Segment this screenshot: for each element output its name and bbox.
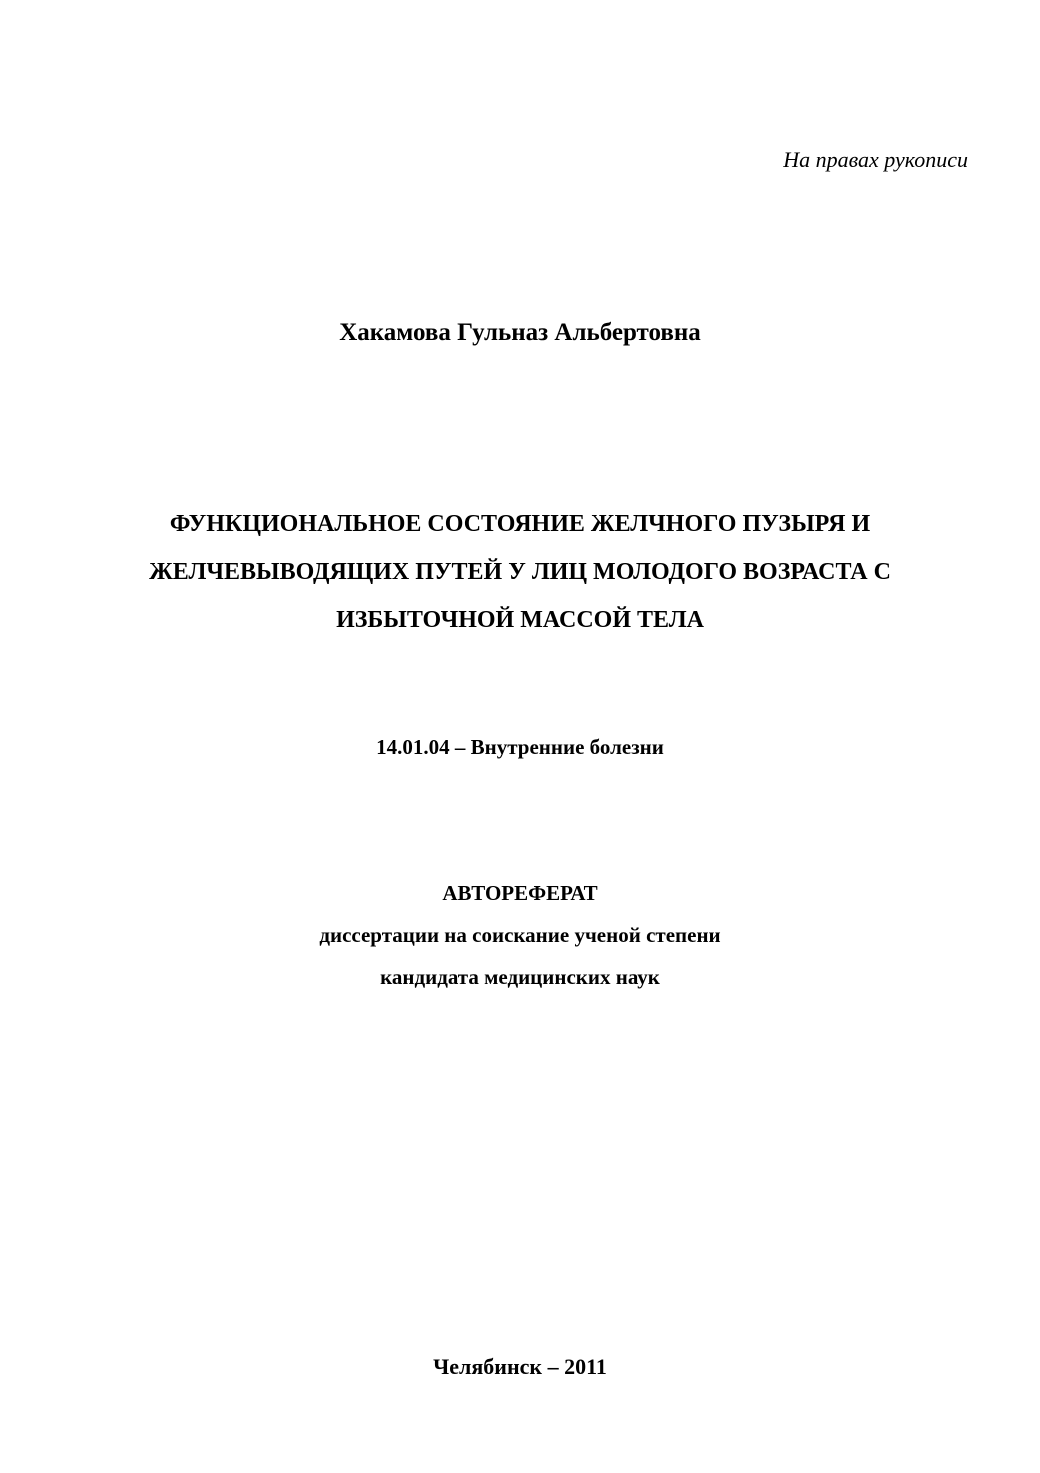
dissertation-title	[40, 500, 1000, 644]
abstract-line-2: кандидата медицинских наук	[380, 965, 660, 989]
title-line-1: ФУНКЦИОНАЛЬНОЕ СОСТОЯНИЕ ЖЕЛЧНОГО ПУЗЫРЯ И	[169, 511, 871, 537]
abstract-heading: АВТОРЕФЕРАТ	[442, 881, 598, 905]
place-and-year: Челябинск – 2011	[433, 1354, 607, 1379]
title-line-3: ИЗБЫТОЧНОЙ МАССОЙ ТЕЛА	[336, 607, 704, 633]
specialty-code: 14.01.04 – Внутренние болезни	[376, 735, 664, 759]
abstract-line-1: диссертации на соискание ученой степени	[319, 923, 721, 947]
title-line-2: ЖЕЛЧЕВЫВОДЯЩИХ ПУТЕЙ У ЛИЦ МОЛОДОГО ВОЗРАСТА С	[149, 559, 891, 585]
manuscript-note: На правах рукописи	[783, 147, 968, 172]
author-name: Хакамова Гульназ Альбертовна	[339, 319, 701, 346]
abstract-block	[0, 872, 1040, 998]
